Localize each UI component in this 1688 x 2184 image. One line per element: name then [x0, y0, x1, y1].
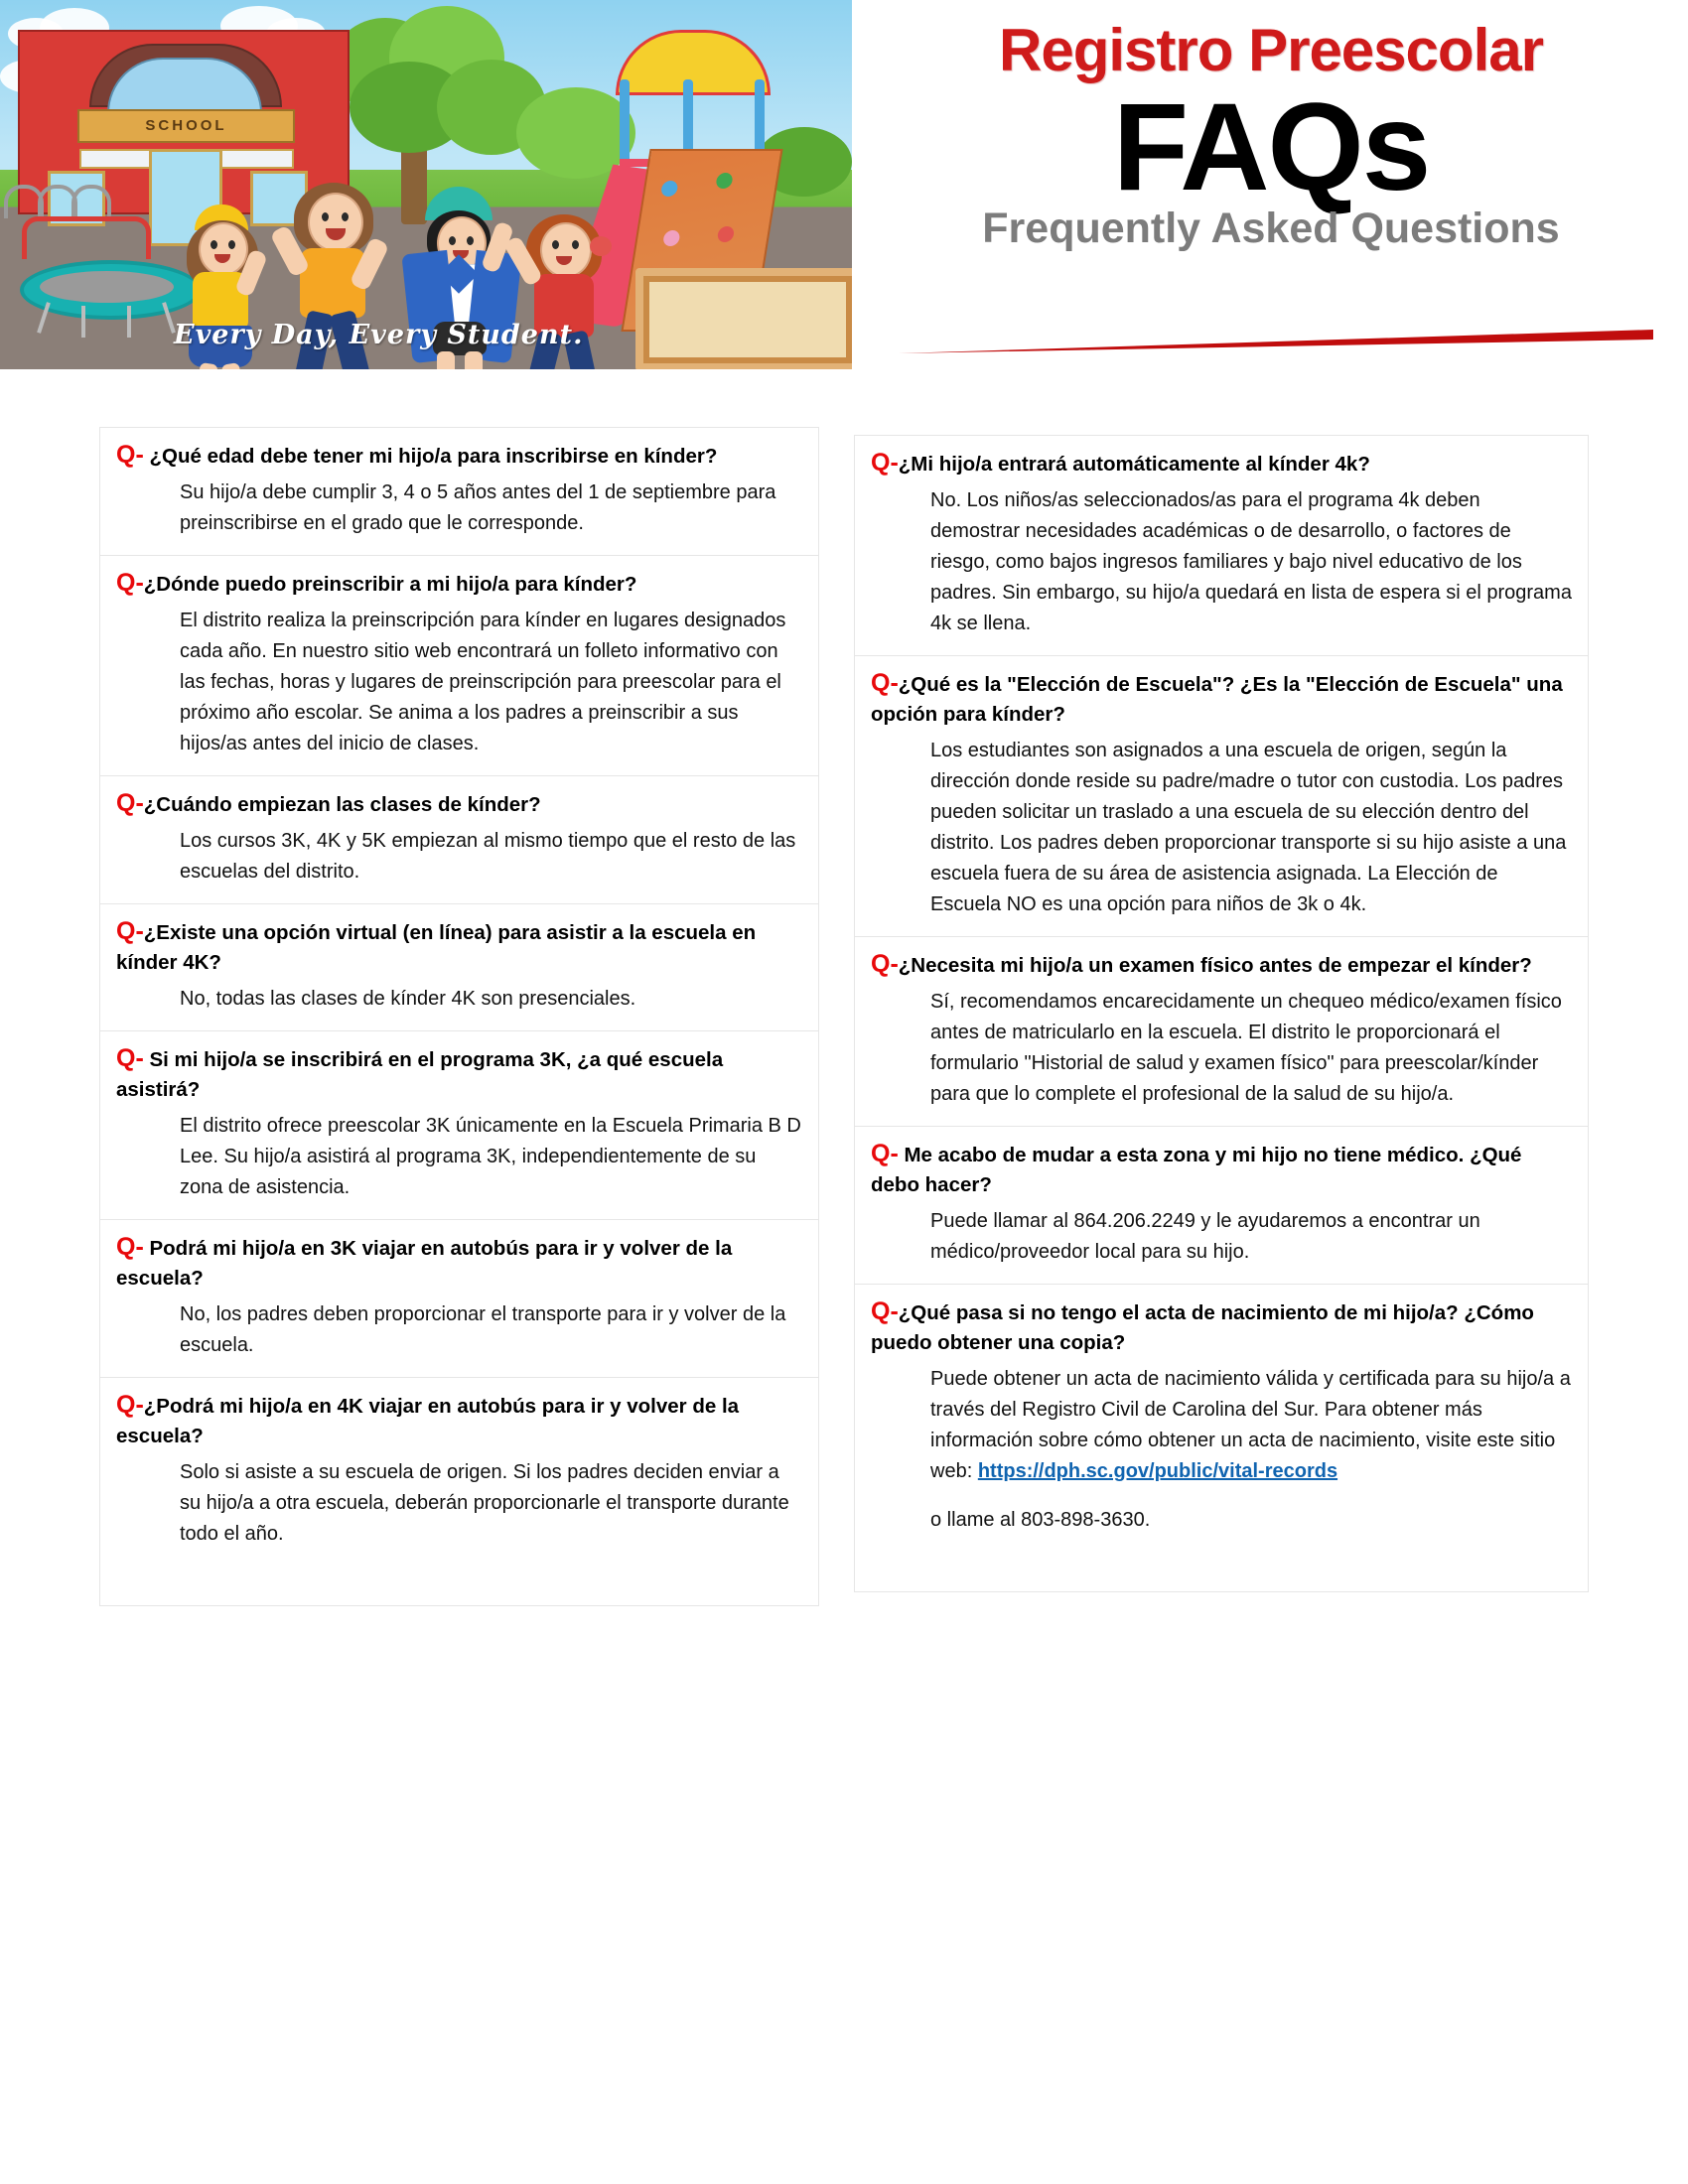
- faq-question: [116, 568, 802, 600]
- faq-answer-phone: o llame al 803-898-3630.: [930, 1509, 1151, 1531]
- trampoline-leg: [81, 306, 85, 338]
- faq-question-text: ¿Dónde puedo preinscribir a mi hijo/a para kínder?: [143, 573, 637, 596]
- q-marker: Q-: [871, 669, 899, 697]
- faq-title: FAQs: [1112, 78, 1430, 216]
- faq-answer: Su hijo/a debe cumplir 3, 4 o 5 años antes del 1 de septiembre para preinscribirse en el grado que le corresponde.: [180, 481, 776, 534]
- faq-question: [116, 1232, 802, 1294]
- hero-tagline: Every Day, Every Student.: [174, 320, 584, 350]
- child-eye: [322, 212, 329, 221]
- page-header: [0, 0, 1688, 377]
- faq-answer: Puede llamar al 864.206.2249 y le ayudaremos a encontrar un médico/proveedor local para su hijo.: [930, 1210, 1480, 1263]
- faq-answer: [930, 1364, 1572, 1487]
- child-eye: [228, 240, 235, 249]
- faq-item: [100, 776, 818, 904]
- q-marker: Q-: [116, 917, 144, 945]
- q-marker: Q-: [871, 1140, 899, 1167]
- faq-question-text: ¿Podrá mi hijo/a en 4K viajar en autobús para ir y volver de la escuela?: [116, 1395, 740, 1447]
- answer-spacer: [871, 1538, 1572, 1577]
- faq-question: [116, 916, 802, 978]
- faq-answer: No. Los niños/as seleccionados/as para el programa 4k deben demostrar necesidades académicas o de desarrollo, o factores de riesgo, como bajos ingresos familiares y bajo nivel educativo de los padres. Sin embargo, su hijo/a quedará en lista de espera si el programa 4k se llena.: [930, 489, 1572, 634]
- faq-item: [855, 656, 1588, 937]
- red-bike-rack: [22, 216, 151, 259]
- faq-question-text: Podrá mi hijo/a en 3K viajar en autobús para ir y volver de la escuela?: [116, 1237, 733, 1290]
- faq-question: [871, 1139, 1572, 1200]
- faq-question: [116, 1043, 802, 1105]
- faq-question: [116, 1390, 802, 1451]
- child-eye: [449, 236, 456, 245]
- playground-canopy: [616, 30, 771, 95]
- faq-subtitle: Frequently Asked Questions: [982, 205, 1560, 252]
- child-leg: [437, 351, 455, 369]
- q-marker: Q-: [116, 441, 144, 469]
- faq-question: [871, 668, 1572, 730]
- faq-item: [100, 428, 818, 556]
- faq-answer: El distrito realiza la preinscripción para kínder en lugares designados cada año. En nuestro sitio web encontrará un folleto informativo con las fechas, horas y lugares de preinscripción para preescolar para el próximo año escolar. Se anima a los padres a preinscribir a sus hijos/as antes del inicio de clases.: [180, 610, 786, 754]
- faq-item: [855, 937, 1588, 1127]
- faq-item: [855, 1127, 1588, 1285]
- child-hair-bow: [590, 236, 612, 256]
- faq-answer: Los estudiantes son asignados a una escuela de origen, según la dirección donde reside su padre/madre o tutor con custodia. Los padres pueden solicitar un traslado a una escuela de su elección dentro del distrito. Los padres deben proporcionar transporte si su hijo asiste a una escuela fuera de su área de asistencia asignada. La Elección de Escuela NO es una opción para niños de 3k o 4k.: [930, 740, 1567, 915]
- trampoline-mat: [40, 271, 174, 303]
- child-head: [199, 222, 248, 276]
- faq-item: [100, 1378, 818, 1605]
- child-eye: [342, 212, 349, 221]
- faq-answer: El distrito ofrece preescolar 3K únicamente en la Escuela Primaria B D Lee. Su hijo/a asistirá al programa 3K, independientemente de su zona de asistencia.: [180, 1115, 801, 1198]
- child-head: [540, 222, 592, 278]
- faq-question-text: ¿Mi hijo/a entrará automáticamente al kínder 4k?: [898, 453, 1370, 476]
- q-marker: Q-: [116, 1391, 144, 1419]
- faq-question: [871, 949, 1572, 981]
- child-eye: [211, 240, 217, 249]
- page-title: Registro Preescolar: [999, 17, 1543, 83]
- faq-item: [100, 1220, 818, 1378]
- faq-question-text: ¿Qué edad debe tener mi hijo/a para inscribirse en kínder?: [149, 445, 718, 468]
- faq-question: [116, 788, 802, 820]
- q-marker: Q-: [871, 449, 899, 477]
- q-marker: Q-: [871, 950, 899, 978]
- faq-answer-text: Puede obtener un acta de nacimiento válida y certificada para su hijo/a a través del Registro Civil de Carolina del Sur. Para obtener más información sobre cómo obtener un acta de nacimiento, visite este sitio web:: [930, 1368, 1571, 1482]
- q-marker: Q-: [116, 789, 144, 817]
- faq-answer: Sí, recomendamos encarecidamente un chequeo médico/examen físico antes de matricularlo en la escuela. El distrito le proporcionará el formulario "Historial de salud y examen físico" para preescolar/kínder para que lo complete el profesional de la salud de su hijo/a.: [930, 991, 1562, 1105]
- school-sign-label: SCHOOL: [77, 109, 295, 143]
- faq-item: [100, 904, 818, 1031]
- red-wedge-divider: [899, 328, 1653, 353]
- faq-column-right: [854, 435, 1589, 1592]
- hero-illustration: [0, 0, 852, 369]
- faq-question: [871, 1297, 1572, 1358]
- child-leg: [465, 351, 483, 369]
- faq-item: [100, 1031, 818, 1220]
- q-marker: Q-: [116, 569, 144, 597]
- faq-question: [116, 440, 802, 472]
- faq-answer: No, los padres deben proporcionar el transporte para ir y volver de la escuela.: [180, 1303, 786, 1356]
- faq-answer: Los cursos 3K, 4K y 5K empiezan al mismo tiempo que el resto de las escuelas del distrito.: [180, 830, 796, 883]
- sandbox: [635, 268, 852, 369]
- child-eye: [552, 240, 559, 249]
- faq-item: [100, 556, 818, 776]
- faq-question-text: ¿Cuándo empiezan las clases de kínder?: [143, 793, 541, 816]
- title-block: [874, 14, 1668, 254]
- child-eye: [467, 236, 474, 245]
- trampoline: [20, 260, 194, 332]
- faq-question: [871, 448, 1572, 479]
- faq-item: [855, 1285, 1588, 1591]
- q-marker: Q-: [116, 1044, 144, 1072]
- faq-column-left: [99, 427, 819, 1606]
- faq-question-text: ¿Existe una opción virtual (en línea) para asistir a la escuela en kínder 4K?: [116, 921, 757, 974]
- faq-question-text: ¿Qué pasa si no tengo el acta de nacimiento de mi hijo/a? ¿Cómo puedo obtener una copia?: [871, 1301, 1534, 1354]
- faq-question-text: Si mi hijo/a se inscribirá en el programa 3K, ¿a qué escuela asistirá?: [116, 1048, 724, 1101]
- child-head: [308, 193, 363, 252]
- faq-question-text: ¿Qué es la "Elección de Escuela"? ¿Es la "Elección de Escuela" una opción para kínder?: [871, 673, 1563, 726]
- faq-item: [855, 436, 1588, 656]
- bike-rack-arches: [0, 185, 119, 218]
- trampoline-leg: [127, 306, 131, 338]
- faq-question-text: Me acabo de mudar a esta zona y mi hijo no tiene médico. ¿Qué debo hacer?: [871, 1144, 1522, 1196]
- vital-records-link[interactable]: https://dph.sc.gov/public/vital-records: [977, 1460, 1338, 1482]
- arch-icon: [71, 185, 111, 218]
- faq-answer: Solo si asiste a su escuela de origen. Si los padres deciden enviar a su hijo/a a otra escuela, deberán proporcionarle el transporte durante todo el año.: [180, 1461, 789, 1545]
- q-marker: Q-: [871, 1297, 899, 1325]
- faq-answer: No, todas las clases de kínder 4K son presenciales.: [180, 988, 636, 1010]
- child-eye: [572, 240, 579, 249]
- answer-spacer: [116, 1552, 802, 1591]
- q-marker: Q-: [116, 1233, 144, 1261]
- faq-question-text: ¿Necesita mi hijo/a un examen físico antes de empezar el kínder?: [898, 954, 1532, 977]
